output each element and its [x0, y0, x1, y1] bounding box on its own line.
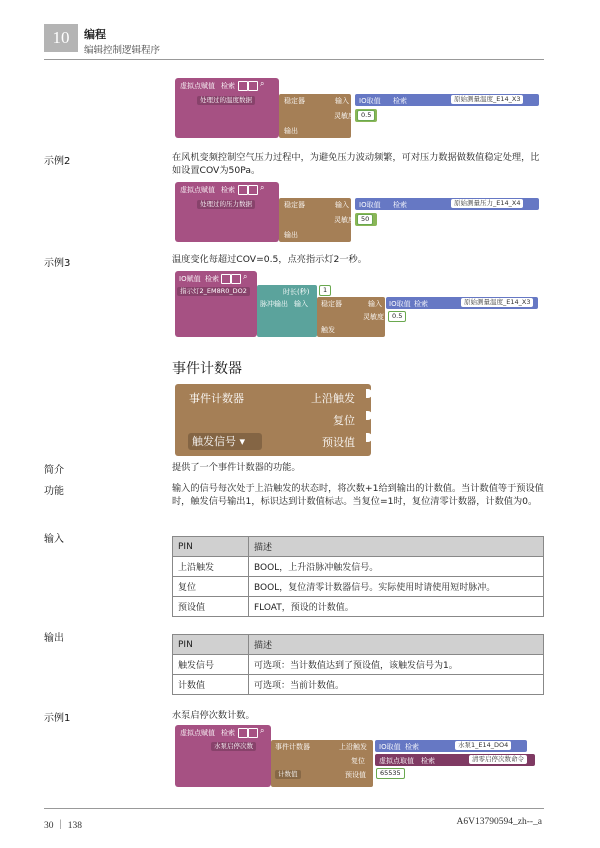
table-cell: FLOAT，预设的计数值。 [249, 597, 544, 617]
search-icon[interactable]: ⌕ [260, 79, 265, 88]
chapter-number: 10 [44, 24, 78, 52]
stabilizer-label: 稳定器 [321, 300, 342, 308]
target-field[interactable]: 指示灯2_EM8R0_DO2 [177, 287, 250, 296]
target-field[interactable]: 处理过的温度数据 [197, 96, 255, 105]
source-field[interactable]: 原始测量压力_E14_X4 [451, 199, 523, 208]
table-cell: BOOL，复位清零计数器信号。实际使用时请使用短时脉冲。 [249, 577, 544, 597]
table-header: 描述 [249, 537, 544, 557]
sensitivity-label: 灵敏度 [363, 313, 384, 321]
search-label: 检索 [221, 729, 235, 737]
table-header: PIN [173, 635, 249, 655]
function-label: 功能 [44, 486, 64, 497]
intro-text: 提供了一个事件计数器的功能。 [172, 462, 301, 473]
header-divider [44, 59, 544, 60]
rising-connector [366, 389, 372, 398]
list-icon[interactable] [238, 81, 248, 91]
source-field[interactable]: 水泵1_E14_DO4 [455, 741, 511, 750]
reset-connector [366, 411, 372, 420]
outputs-label: 输出 [44, 633, 64, 644]
reset-label: 复位 [351, 757, 365, 765]
source-field[interactable]: 原始测量温度_E14_X3 [451, 95, 523, 104]
counter-label: 事件计数器 [275, 743, 310, 751]
inputs-label: 输入 [44, 534, 64, 545]
pulse-label: 脉冲输出 [260, 300, 288, 308]
page-number: 30 ｜ 138 [44, 821, 83, 831]
duration-value[interactable]: 1 [319, 285, 331, 296]
clear-command-field[interactable]: 清零启停次数命令 [469, 755, 527, 764]
virtual-assign-label: 虚拟点赋值 [180, 729, 215, 737]
io-assign-label: IO赋值 [179, 275, 201, 283]
outputs-table [172, 634, 544, 695]
pulse-input-label: 输入 [294, 300, 308, 308]
count-dropdown[interactable]: 计数值 [275, 770, 301, 779]
io-search-label: 检索 [393, 201, 407, 209]
chapter-title: 编程 [84, 28, 106, 41]
reset-label: 复位 [333, 414, 355, 427]
search-label: 检索 [221, 82, 235, 90]
function-text: 输入的信号每次处于上沿触发的状态时，将次数+1给到输出的计数值。当计数值等于预设值时，触发信号输出1，标识达到计数值标志。当复位=1时，复位清零计数器，计数值为0。 [172, 483, 544, 507]
trigger-signal-dropdown[interactable]: 触发信号 ▾ [188, 433, 262, 450]
edit-icon[interactable] [248, 81, 258, 91]
sensitivity-label: 灵敏度 [334, 112, 355, 120]
section-heading: 事件计数器 [172, 361, 242, 377]
duration-label: 时长(秒) [283, 288, 310, 296]
table-cell: 预设值 [173, 597, 249, 617]
table-cell: 可选项：当计数值达到了预设值，该触发信号为1。 [249, 655, 544, 675]
io-search-label: 检索 [414, 300, 428, 308]
target-field[interactable]: 水泵启停次数 [211, 742, 256, 751]
inputs-table [172, 536, 544, 617]
io-value-label: IO取值 [359, 201, 381, 209]
virtual-value-label: 虚拟点取值 [379, 757, 414, 765]
table-cell: 复位 [173, 577, 249, 597]
input-label: 输入 [335, 201, 349, 209]
example-2-label: 示例2 [44, 156, 71, 167]
vv-search-label: 检索 [421, 757, 435, 765]
example-3-text: 温度变化每超过COV=0.5，点亮指示灯2一秒。 [172, 254, 367, 265]
table-cell: 触发信号 [173, 655, 249, 675]
block-example-2 [175, 182, 545, 242]
virtual-assign-label: 虚拟点赋值 [180, 186, 215, 194]
edit-icon[interactable] [248, 728, 258, 738]
preset-value[interactable]: 65535 [376, 768, 405, 779]
search-icon[interactable]: ⌕ [260, 183, 265, 192]
table-cell: BOOL，上升沿脉冲触发信号。 [249, 557, 544, 577]
block-example-1 [175, 78, 545, 138]
example-1-text: 水泵启停次数计数。 [172, 710, 255, 721]
counter-title: 事件计数器 [189, 392, 244, 405]
io-value-label: IO取值 [379, 743, 401, 751]
io-value-label: IO取值 [389, 300, 411, 308]
list-icon[interactable] [238, 185, 248, 195]
input-label: 输入 [368, 300, 382, 308]
search-icon[interactable]: ⌕ [243, 272, 248, 281]
preset-label: 预设值 [322, 436, 355, 449]
preset-connector [366, 433, 372, 442]
sensitivity-value[interactable]: 0.5 [357, 110, 375, 121]
preset-label: 预设值 [345, 771, 366, 779]
edit-icon[interactable] [248, 185, 258, 195]
sensitivity-value[interactable]: 50 [357, 214, 373, 225]
rising-label: 上沿触发 [339, 743, 367, 751]
io-search-label: 检索 [393, 97, 407, 105]
block-example-3 [175, 271, 545, 337]
chapter-subtitle: 编辑控制逻辑程序 [84, 45, 161, 56]
block-example-counter [175, 725, 545, 787]
search-label: 检索 [221, 186, 235, 194]
event-counter-block[interactable] [175, 384, 371, 456]
trigger-dropdown[interactable]: 触发 [321, 326, 335, 334]
example-3-label: 示例3 [44, 258, 71, 269]
edit-icon[interactable] [231, 274, 241, 284]
example-2-text: 在风机变频控制空气压力过程中，为避免压力波动频繁，可对压力数据做数值稳定处理，比如设置COV为50Pa。 [172, 152, 540, 176]
rising-label: 上沿触发 [311, 392, 355, 405]
search-icon[interactable]: ⌕ [260, 726, 265, 735]
io-search-label: 检索 [405, 743, 419, 751]
table-cell: 可选项：当前计数值。 [249, 675, 544, 695]
input-label: 输入 [335, 97, 349, 105]
table-header: 描述 [249, 635, 544, 655]
document-id: A6V13790594_zh--_a [456, 817, 542, 827]
intro-label: 简介 [44, 465, 64, 476]
search-label: 检索 [205, 275, 219, 283]
table-cell: 上沿触发 [173, 557, 249, 577]
list-icon[interactable] [221, 274, 231, 284]
table-cell: 计数值 [173, 675, 249, 695]
output-dropdown[interactable]: 输出 [284, 231, 298, 239]
example-1-label: 示例1 [44, 713, 71, 724]
stabilizer-label: 稳定器 [284, 97, 305, 105]
footer-divider [44, 808, 544, 809]
source-field[interactable]: 原始测量温度_E14_X3 [461, 298, 533, 307]
sensitivity-value[interactable]: 0.5 [388, 311, 406, 322]
sensitivity-label: 灵敏度 [334, 216, 355, 224]
stabilizer-label: 稳定器 [284, 201, 305, 209]
table-header: PIN [173, 537, 249, 557]
io-value-label: IO取值 [359, 97, 381, 105]
list-icon[interactable] [238, 728, 248, 738]
virtual-assign-label: 虚拟点赋值 [180, 82, 215, 90]
target-field[interactable]: 处理过的压力数据 [197, 200, 255, 209]
output-dropdown[interactable]: 输出 [284, 127, 298, 135]
